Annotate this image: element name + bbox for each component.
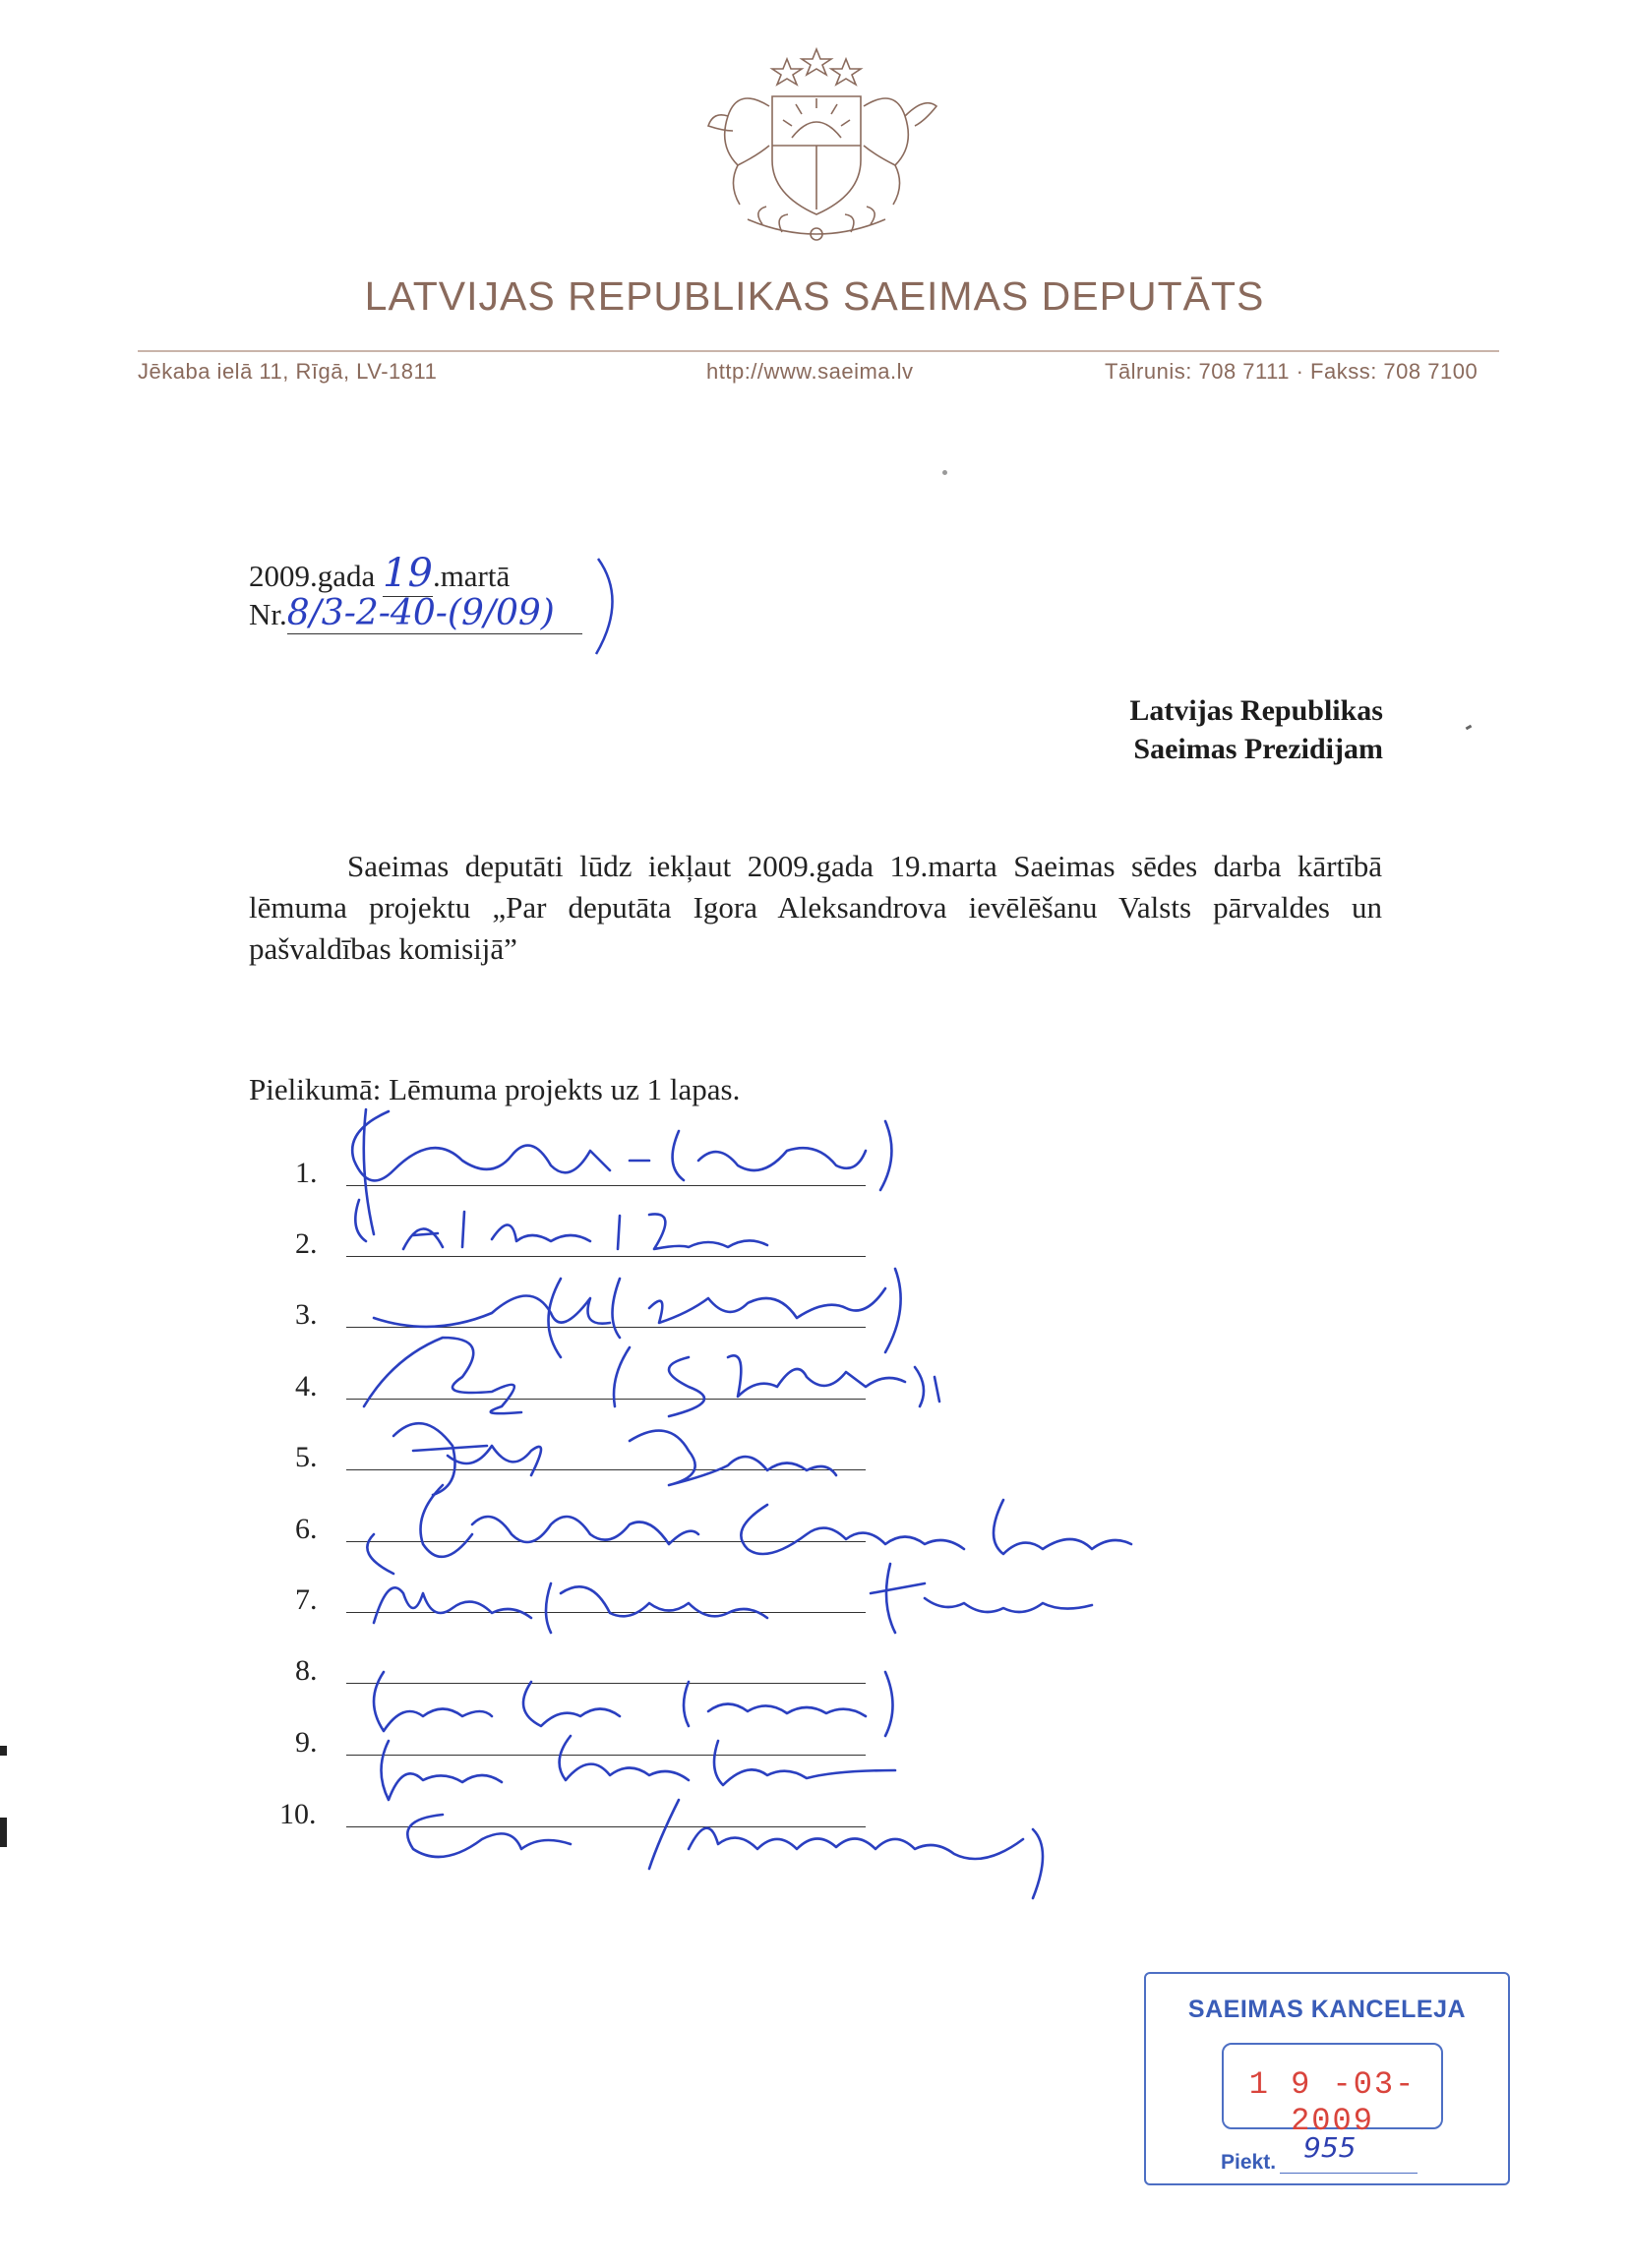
bracket-mark — [588, 551, 637, 659]
contact-phone-fax: Tālrunis: 708 7111 · Fakss: 708 7100 — [1105, 359, 1478, 384]
signature-number: 10. — [279, 1798, 317, 1830]
signature-row — [295, 1431, 866, 1473]
number-prefix: Nr. — [249, 597, 287, 631]
signature-line — [346, 1541, 866, 1542]
registry-stamp — [1144, 1972, 1510, 2185]
number-value-handwritten: 8/3-2-40-(9/09) — [287, 593, 582, 634]
contact-website: http://www.saeima.lv — [706, 359, 914, 384]
signature-row — [295, 1503, 866, 1545]
date-suffix: .martā — [432, 559, 511, 593]
signature-number: 9. — [295, 1726, 318, 1759]
recipient-line-1: Latvijas Republikas — [1129, 694, 1383, 727]
recipient-line-2: Saeimas Prezidijam — [1133, 733, 1383, 765]
signature-row — [279, 1788, 866, 1830]
signature-line — [346, 1185, 866, 1186]
letterhead-divider — [138, 350, 1499, 352]
scan-speck — [1466, 725, 1473, 731]
stamp-title: SAEIMAS KANCELEJA — [1187, 1996, 1467, 2023]
date-day-handwritten: 19 — [383, 551, 433, 596]
signature-number: 3. — [295, 1298, 318, 1331]
attachment-note: Pielikumā: Lēmuma projekts uz 1 lapas. — [249, 1072, 741, 1106]
signature-line — [346, 1755, 866, 1756]
stamp-reference-label: Piekt. — [1221, 2151, 1277, 2174]
signature-line — [346, 1399, 866, 1400]
stamp-reference-line — [1280, 2173, 1418, 2174]
signature-line — [346, 1327, 866, 1328]
number-line — [249, 593, 582, 634]
signature-line — [346, 1256, 866, 1257]
contact-address: Jēkaba ielā 11, Rīgā, LV-1811 — [138, 359, 438, 384]
signature-number: 5. — [295, 1441, 318, 1473]
date-prefix: 2009.gada — [249, 559, 376, 593]
scan-speck — [942, 470, 947, 475]
stamp-date: 1 9 -03- 2009 — [1248, 2066, 1417, 2139]
signature-row — [295, 1716, 866, 1759]
scan-edge-mark — [0, 1818, 7, 1847]
signature-row — [295, 1360, 866, 1403]
coat-of-arms-emblem — [679, 37, 954, 256]
signature-number: 6. — [295, 1513, 318, 1545]
signature-number: 2. — [295, 1227, 318, 1260]
signature-row — [295, 1218, 866, 1260]
signature-number: 4. — [295, 1370, 318, 1403]
signature-number: 8. — [295, 1654, 318, 1687]
scan-edge-mark — [0, 1746, 7, 1756]
signature-line — [346, 1469, 866, 1470]
stamp-date-box — [1222, 2043, 1443, 2139]
signature-row — [295, 1288, 866, 1331]
request-paragraph: Saeimas deputāti lūdz iekļaut 2009.gada 19.marta Saeimas sēdes darba kārtībā lēmuma projektu „Par deputāta Igora Aleksandrova ievēlēšanu Valsts pārvaldes un pašvaldības komisijā” — [249, 849, 1382, 967]
signature-row — [295, 1147, 866, 1189]
signature-row — [295, 1574, 866, 1616]
signature-number: 7. — [295, 1583, 318, 1616]
date-line — [249, 551, 510, 597]
organization-title: LATVIJAS REPUBLIKAS SAEIMAS DEPUTĀTS — [364, 273, 1265, 319]
signature-number: 1. — [295, 1157, 318, 1189]
signature-line — [346, 1683, 866, 1684]
stamp-reference-value: 955 — [1303, 2131, 1357, 2164]
signature-line — [346, 1826, 866, 1827]
signature-row — [295, 1644, 866, 1687]
signature-line — [346, 1612, 866, 1613]
